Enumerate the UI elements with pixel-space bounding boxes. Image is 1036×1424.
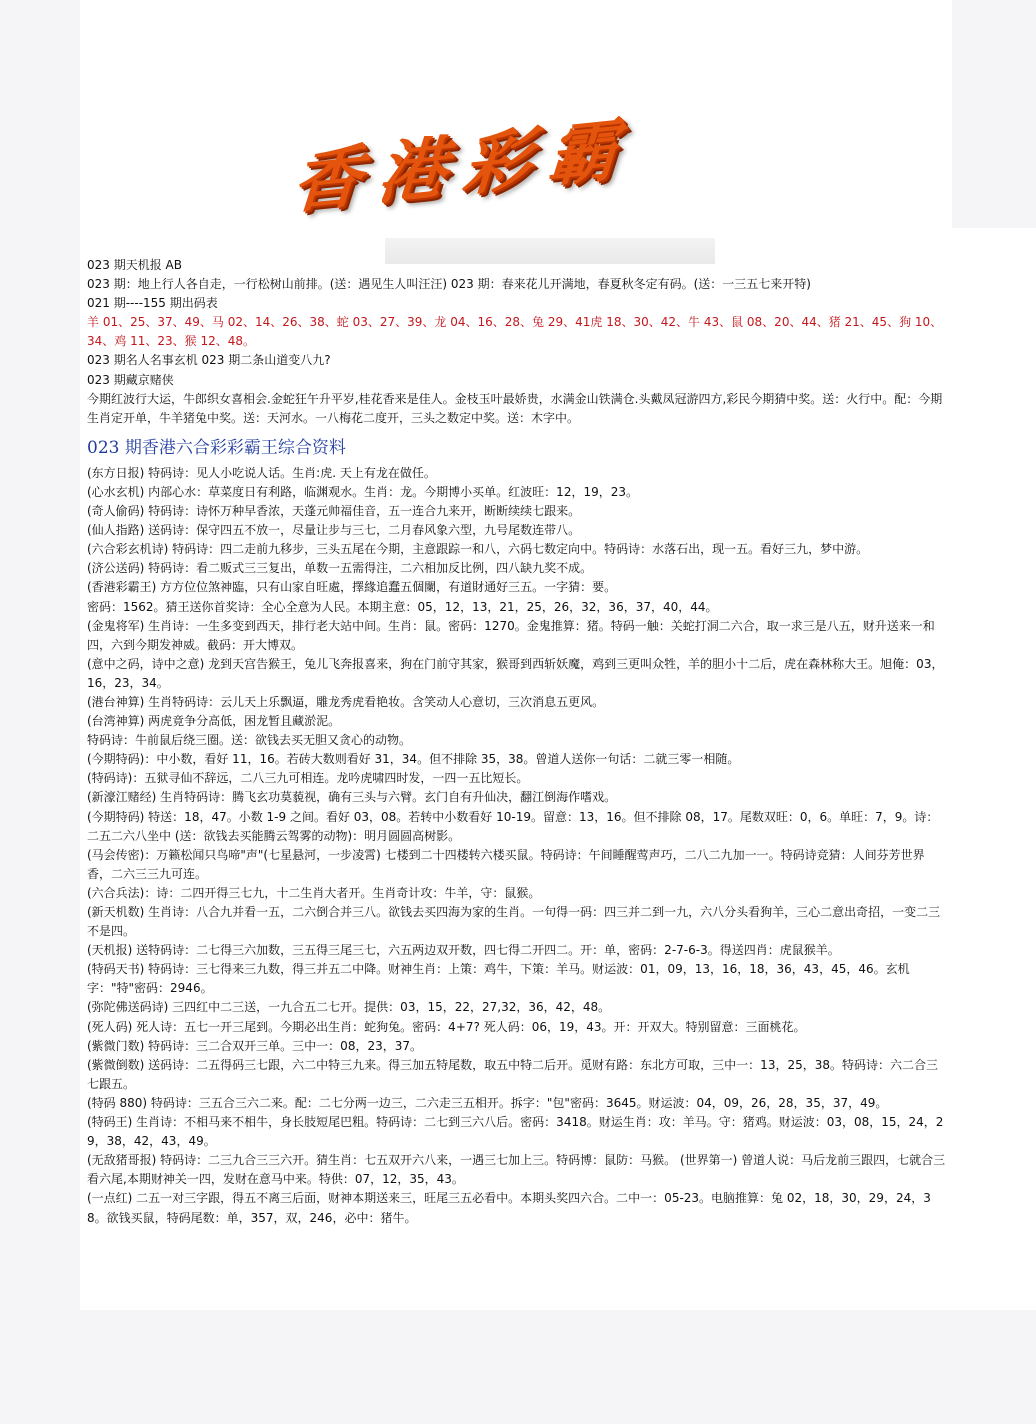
banner-logo [289,108,720,260]
body-line: (今期特码) 特送：18，47。小数 1-9 之间。看好 03，08。若转中小数看好 10-19。留意：13，16。但不排除 08，17。尾数双旺：0，6。单旺：7，9。诗：二五二六八坐中 (送：欲钱去买能腾云驾雾的动物)：明月圆圆高树影。 [87,809,939,843]
body-lines [87,464,947,1228]
body-line: (仙人指路) 送码诗：保守四五不放一，尽量让步与三七，二月春风象六型，九号尾数连带八。 [87,523,581,538]
body-line: (六合兵法)：诗：二四开得三七九，十二生肖大者开。生肖奇计攻：牛羊，守：鼠猴。 [87,885,541,900]
body-line: (死人码) 死人诗：五七一开三尾到。今期必出生肖：蛇狗兔。密码：4+7? 死人码：06，19，43。开：开双大。特别留意：三面桃花。 [87,1019,806,1034]
body-line: (天机报) 送特码诗：二七得三六加数，三五得三尾三七，六五两边双开数，四七得二开四二。开：单，密码：2-7-6-3。得送四肖：虎鼠猴羊。 [87,943,840,958]
body-line: (特码天书) 特码诗：三七得来三九数，得三并五二中降。财神生肖：上策：鸡牛，下策：羊马。财运波：01，09，13，16，18，36，43，45，46。玄机字："特"密码：2946。 [87,962,910,996]
body-line: (心水玄机) 内部心水：草菜度日有利路，临渊观水。生肖：龙。今期博小买单。红波旺：12，19，23。 [87,484,638,499]
section-heading: 023 期香港六合彩彩霸王综合资料 [87,437,346,458]
info-line: 023 期名人名事玄机 023 期二条山道变八九? [87,353,331,368]
body-line: (东方日报) 特码诗：见人小吃说人话。生肖:虎. 天上有龙在做任。 [87,465,436,480]
body-line: 密码：1562。猜王送你首奖诗：全心全意为人民。本期主意：05，12，13，21，25，26，32，36，37，40，44。 [87,599,718,614]
body-line: (紫微倒数) 送码诗：二五得码三七跟，六二中特三九来。得三加五特尾数，取五中特二后开。觅财有路：东北方可取，三中一：13，25，38。特码诗：六二合三七跟五。 [87,1057,938,1091]
body-line: (特码王) 生肖诗：不相马来不相牛，身长肢短尾巴粗。特码诗：二七到三六八后。密码：3418。财运生肖：攻：羊马。守：猪鸡。财运波：03，08，15，24，29，38，42，43，49。 [87,1115,944,1149]
body-line: (无敌猪哥报) 特码诗：二三九合三三六开。猜生肖：七五双开六八来，一遇三七加上三。特码博：鼠防：马猴。 (世界第一) 曾道人说：马后龙前三跟四，七就合三看六尾,本期财神关一四，发财在意马中来。特供：07，12，35，43。 [87,1153,946,1187]
body-line: (紫微门数) 特码诗：三二合双开三单。三中一：08，23，37。 [87,1038,422,1053]
body-line: (台湾神算) 两虎竟争分高低，困龙暂且藏淤泥。 [87,714,341,729]
banner-title: 香港彩霸 [289,108,636,224]
body-line: 特码诗：牛前鼠后绕三圈。送：欲钱去买无胆又贪心的动物。 [87,733,412,748]
body-line: (金鬼将军) 生肖诗：一生多变到西天，排行老大站中间。生肖：鼠。密码：1270。金鬼推算：猪。特码一触：关蛇打洞二六合，取一求三是八五，财升送来一和四，六到今期发神威。截码：开大博双。 [87,618,935,652]
body-line: (意中之码，诗中之意) 龙到天宫告猴王，兔儿飞奔报喜来，狗在门前守其家，猴哥到西斩妖魔，鸡到三更叫众牲，羊的胆小十二后，虎在森林称大王。旭俺：03，16，23，34。 [87,656,944,690]
body-line: (奇人偷码) 特码诗：诗怀万种早香浓，天蓬元帅福佳音，五一连合九来开，断断续续七跟来。 [87,504,581,519]
body-line: (弥陀佛送码诗) 三四红中二三送，一九合五二七开。提供：03，15，22，27,32，36，42，48。 [87,1000,611,1015]
info-line: 今期红波行大运，牛郎织女喜相会.金蛇狂午升平岁,桂花香来是佳人。金枝玉叶最娇贵，水满金山铁满仓.头戴凤冠游四方,彩民今期猜中奖。送：火行中。配：今期生肖定开单，牛羊猪兔中奖。送：天河水。一八梅花二度开，三头之数定中奖。送：木字中。 [87,391,943,425]
header-line: 023 期天机报 AB [87,258,182,272]
body-line: (一点红) 二五一对三字跟，得五不离三后面，财神本期送来三，旺尾三五必看中。本期头奖四六合。二中一：05-23。电脑推算：兔 02，18，30，29，24，38。欲钱买鼠，特码尾数：单，357，双，246，必中：猪牛。 [87,1191,931,1225]
body-line: (马会传密)：万籁松闻只鸟啼"声"(七星悬河，一步凌霄) 七楼到二十四楼转六楼买鼠。特码诗：午间睡醒莺声巧，二八二九加一一。特码诗竞猜：人间芬芳世界香，二六三三九可连。 [87,847,925,881]
body-line: (香港彩霸王) 方方位位煞神臨，只有山家自旺處，擇緣追蠢五個闌，有道財通好三五。一字猜：要。 [87,580,617,595]
header-line: 023 期：地上行人各自走，一行松树山前排。(送：遇见生人叫汪汪) 023 期：春来花儿开满地，春夏秋冬定有码。(送：一三五七来开特) [87,277,811,292]
body-line: (新天机数) 生肖诗：八合九并看一五，二六倒合并三八。欲钱去买四海为家的生肖。一句得一码：四三并二到一九，六八分头看狗羊，三心二意出奇招，一变二三不是四。 [87,905,941,939]
body-line: (港台神算) 生肖特码诗：云儿天上乐飘逼，雕龙秀虎看艳妆。含笑动人心意切，三次消息五更风。 [87,694,605,709]
zodiac-number-table: 羊 01、25、37、49、马 02、14、26、38、蛇 03、27、39、龙 04、16、28、兔 29、41虎 18、30、42、牛 43、鼠 08、20、44、猪 21、45、狗 10、34、鸡 11、23、猴 12、48。 [87,315,943,349]
header-line: 021 期----155 期出码表 [87,296,218,311]
document-content [87,256,947,1228]
body-line: (今期特码)：中小数，看好 11，16。若砖大数则看好 31，34。但不排除 35，38。曾道人送你一句话：二就三零一相随。 [87,752,740,767]
body-line: (六合彩玄机诗) 特码诗：四二走前九移步，三头五尾在今期，主意跟踪一和八，六码七数定向中。特码诗：水落石出，现一五。看好三九，梦中游。 [87,542,869,557]
body-line: (新濠江赌经) 生肖特码诗：腾飞玄功莫藐视，确有三头与六臂。玄门自有升仙决，翻江倒海作嗜戏。 [87,790,617,805]
body-line: (特码 880) 特码诗：三五合三六二来。配：二七分两一边三，二六走三五相开。拆字："包"密码：3645。财运波：04，09，26，28，35，37，49。 [87,1095,888,1110]
page-margin-strip [952,228,1036,1310]
document-page [80,0,952,1310]
body-line: (济公送码) 特码诗：看二贩式三三复出，单数一五需得注，二六相加反比例，四八缺九奖不成。 [87,561,593,576]
info-line: 023 期藏京赌侠 [87,372,174,387]
body-line: (特码诗)：五狱寻仙不辞远，二八三九可相连。龙吟虎啸四时发，一四一五比短长。 [87,771,529,786]
